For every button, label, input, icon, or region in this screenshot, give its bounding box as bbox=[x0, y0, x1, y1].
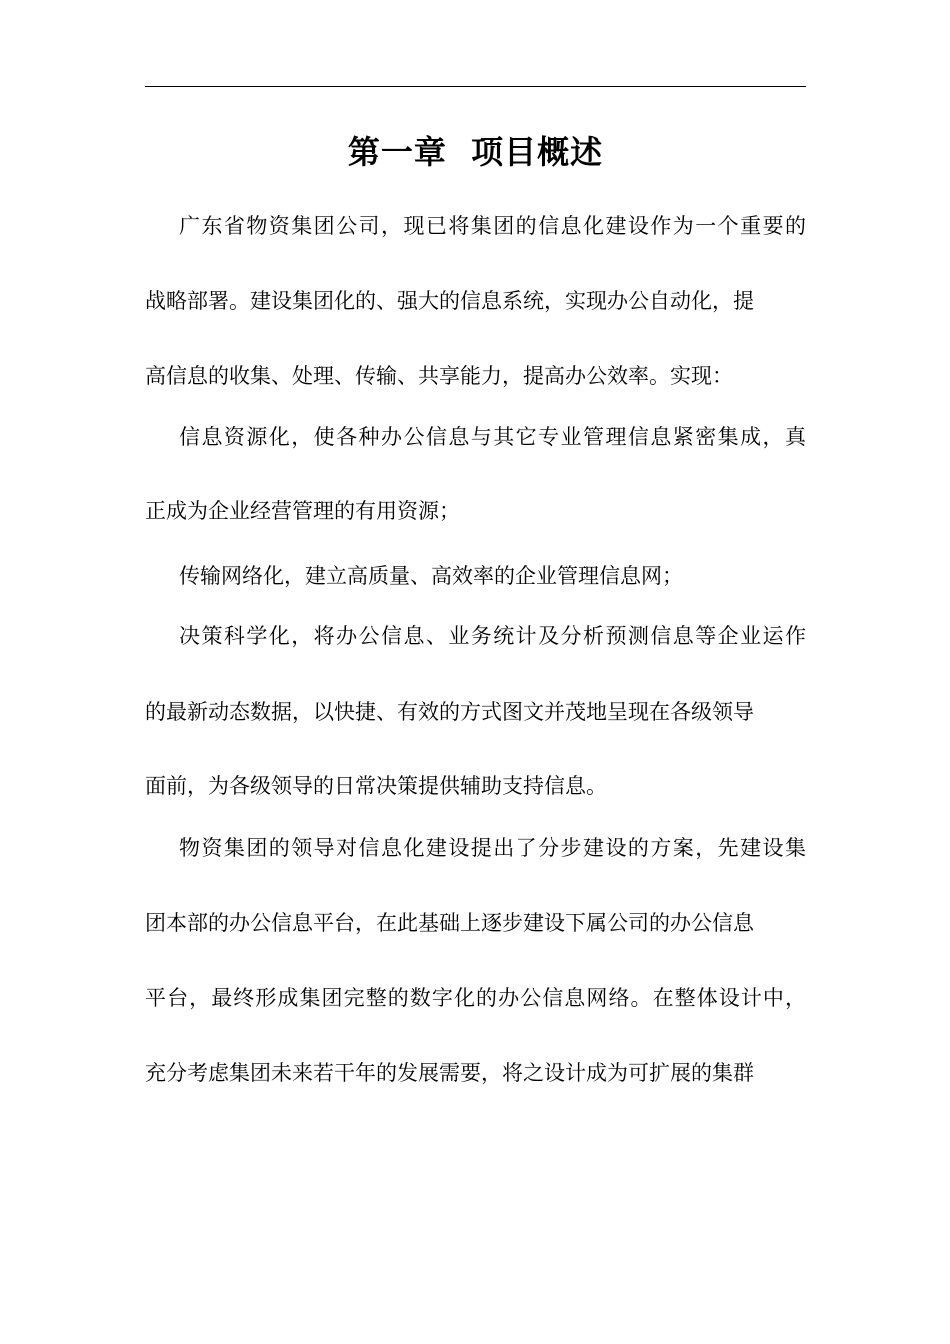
paragraph-line: 充分考虑集团未来若干年的发展需要，将之设计成为可扩展的集群 bbox=[145, 1061, 754, 1085]
paragraph-line: 信息资源化，使各种办公信息与其它专业管理信息紧密集成，真 bbox=[179, 425, 806, 449]
paragraph-line: 物资集团的领导对信息化建设提出了分步建设的方案，先建设集 bbox=[179, 836, 806, 860]
paragraph-line: 正成为企业经营管理的有用资源； bbox=[145, 499, 460, 523]
paragraph-line: 传输网络化，建立高质量、高效率的企业管理信息网； bbox=[179, 564, 683, 588]
paragraph-line: 广东省物资集团公司，现已将集团的信息化建设作为一个重要的 bbox=[179, 214, 806, 238]
chapter-title: 第一章 项目概述 bbox=[347, 133, 604, 171]
paragraph-line: 高信息的收集、处理、传输、共享能力，提高办公效率。实现： bbox=[145, 364, 733, 388]
paragraph-line: 平台，最终形成集团完整的数字化的办公信息网络。在整体设计中， bbox=[145, 986, 806, 1010]
header-rule bbox=[145, 86, 806, 87]
paragraph-line: 决策科学化，将办公信息、业务统计及分析预测信息等企业运作 bbox=[179, 624, 806, 648]
paragraph-line: 的最新动态数据，以快捷、有效的方式图文并茂地呈现在各级领导 bbox=[145, 700, 754, 724]
paragraph-line: 团本部的办公信息平台，在此基础上逐步建设下属公司的办公信息 bbox=[145, 911, 754, 935]
paragraph-line: 战略部署。建设集团化的、强大的信息系统，实现办公自动化，提 bbox=[145, 289, 754, 313]
paragraph-line: 面前，为各级领导的日常决策提供辅助支持信息。 bbox=[145, 774, 607, 798]
